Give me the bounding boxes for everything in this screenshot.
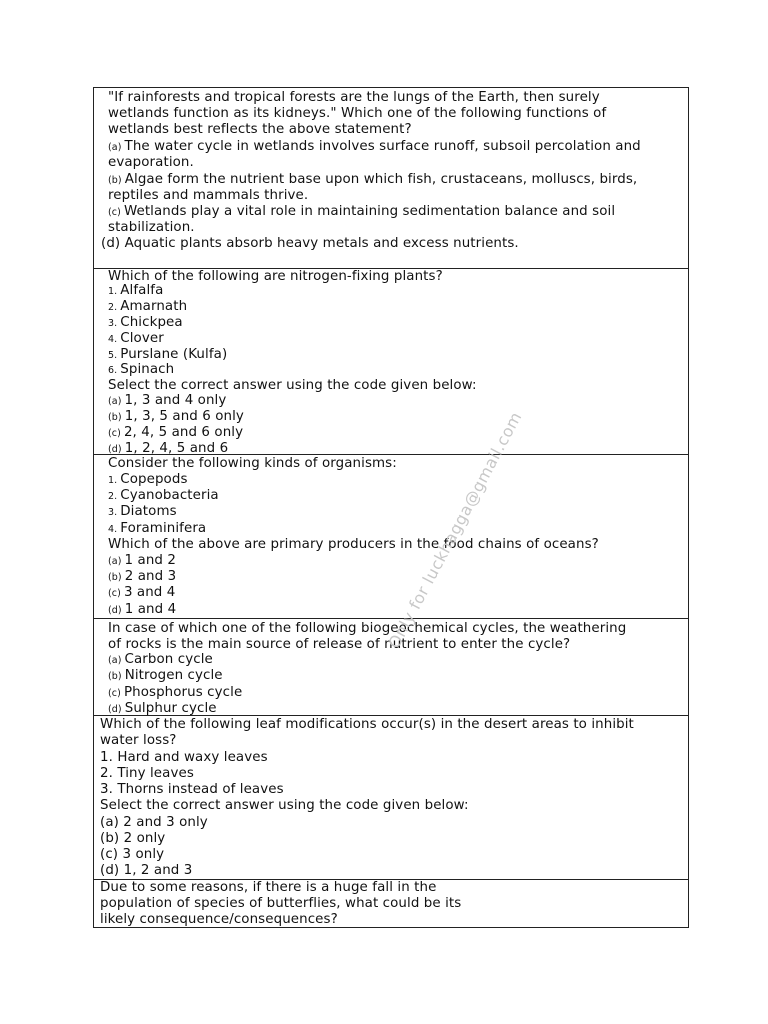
question-line	[108, 621, 626, 637]
option-text: Carbon cycle	[124, 652, 213, 667]
list-item	[108, 299, 187, 316]
list-item	[108, 521, 206, 538]
option-text: 1, 2, 4, 5 and 6	[124, 441, 229, 456]
option-marker: (c)	[108, 588, 121, 599]
option-line	[108, 425, 243, 442]
question-block-3	[94, 455, 688, 619]
option-marker: (a)	[108, 556, 122, 567]
option-line	[100, 831, 165, 847]
option-line	[100, 847, 164, 863]
option-line	[108, 409, 244, 426]
question-line	[108, 537, 599, 553]
question-line	[108, 378, 477, 394]
option-text: Wetlands play a vital role in maintaining sedimentation balance and soil	[123, 204, 616, 219]
option-line	[108, 569, 176, 586]
item-text: Clover	[120, 331, 164, 346]
item-text: Cyanobacteria	[120, 488, 219, 503]
line-text: Which of the above are primary producers in the food chains of oceans?	[108, 537, 599, 552]
list-item	[108, 362, 174, 379]
option-line	[101, 236, 519, 252]
item-text: 1. Hard and waxy leaves	[100, 750, 268, 765]
option-text: 3 and 4	[123, 585, 176, 600]
option-marker: (d)	[108, 704, 122, 715]
question-line	[100, 717, 634, 733]
option-line	[108, 602, 176, 619]
option-text: 2 and 3	[124, 569, 177, 584]
question-line	[100, 896, 461, 912]
question-block-5	[94, 716, 688, 880]
option-text: 2, 4, 5 and 6 only	[123, 425, 244, 440]
option-text: Nitrogen cycle	[124, 668, 223, 683]
option-text: 1, 3 and 4 only	[124, 393, 227, 408]
item-text: Amarnath	[120, 299, 188, 314]
list-item	[108, 315, 183, 332]
question-line	[108, 90, 600, 106]
option-text: The water cycle in wetlands involves surface runoff, subsoil percolation and	[124, 139, 641, 154]
list-item	[108, 283, 163, 300]
option-marker: (d)	[108, 444, 122, 455]
option-text: (a) 2 and 3 only	[100, 815, 208, 830]
option-marker: (a)	[108, 396, 122, 407]
option-marker: (b)	[108, 671, 122, 682]
option-line	[108, 652, 213, 669]
option-line	[100, 863, 192, 879]
item-marker: 1.	[108, 286, 118, 297]
option-text: (d) 1, 2 and 3	[100, 863, 193, 878]
line-text: wetlands function as its kidneys." Which one of the following functions of	[108, 106, 607, 121]
line-text: population of species of butterflies, what could be its	[100, 896, 462, 911]
question-line	[108, 106, 606, 122]
item-marker: 4.	[108, 524, 118, 535]
option-text: (b) 2 only	[100, 831, 166, 846]
line-text: Which of the following leaf modifications occur(s) in the desert areas to inhibit	[100, 717, 634, 732]
option-line	[100, 815, 208, 831]
question-block-1	[94, 88, 688, 269]
item-text: Spinach	[120, 362, 175, 377]
line-text: water loss?	[100, 733, 177, 748]
line-text: "If rainforests and tropical forests are the lungs of the Earth, then surely	[108, 90, 600, 105]
option-marker: (c)	[108, 207, 121, 218]
option-marker: (a)	[108, 142, 122, 153]
item-marker: 2.	[108, 491, 118, 502]
question-line	[100, 798, 469, 814]
list-item	[100, 750, 268, 766]
list-item	[108, 331, 164, 348]
option-line	[108, 220, 195, 236]
question-block-2	[94, 269, 688, 455]
option-line	[108, 139, 641, 156]
list-item	[108, 488, 219, 505]
item-text: Chickpea	[120, 315, 183, 330]
list-item	[100, 766, 194, 782]
option-text: 1 and 4	[124, 602, 177, 617]
line-text: of rocks is the main source of release of nutrient to enter the cycle?	[108, 637, 571, 652]
question-line	[100, 733, 176, 749]
line-text: Select the correct answer using the code given below:	[100, 798, 469, 813]
item-text: Diatoms	[120, 504, 177, 519]
item-marker: 1.	[108, 475, 118, 486]
question-line	[100, 880, 436, 896]
question-line	[100, 912, 338, 928]
option-text: (c) 3 only	[100, 847, 165, 862]
question-line	[108, 456, 397, 472]
option-line	[108, 172, 637, 189]
item-text: Purslane (Kulfa)	[120, 347, 228, 362]
line-text: likely consequence/consequences?	[100, 912, 338, 927]
option-line	[108, 585, 175, 602]
option-line	[108, 553, 176, 570]
option-text: (d) Aquatic plants absorb heavy metals and excess nutrients.	[101, 236, 519, 251]
option-text: 1, 3, 5 and 6 only	[124, 409, 244, 424]
option-marker: (c)	[108, 428, 121, 439]
option-line	[108, 685, 242, 702]
line-text: Due to some reasons, if there is a huge fall in the	[100, 880, 437, 895]
question-line	[108, 122, 412, 138]
option-marker: (c)	[108, 688, 121, 699]
list-item	[108, 472, 188, 489]
item-text: Copepods	[120, 472, 188, 487]
question-page	[93, 87, 689, 928]
option-text: stabilization.	[108, 220, 195, 235]
line-text: Which of the following are nitrogen-fixing plants?	[108, 269, 443, 284]
option-line	[108, 393, 226, 410]
list-item	[100, 782, 284, 798]
option-text: 1 and 2	[124, 553, 176, 568]
option-line	[108, 155, 194, 171]
option-text: Sulphur cycle	[124, 701, 217, 716]
option-marker: (a)	[108, 655, 122, 666]
line-text: wetlands best reflects the above statement?	[108, 122, 412, 137]
option-marker: (b)	[108, 175, 122, 186]
item-marker: 3.	[108, 318, 118, 329]
item-marker: 5.	[108, 350, 118, 361]
option-marker: (b)	[108, 572, 122, 583]
question-block-6	[94, 880, 688, 929]
option-line	[108, 204, 615, 221]
option-text: Algae form the nutrient base upon which fish, crustaceans, molluscs, birds,	[124, 172, 638, 187]
item-text: 3. Thorns instead of leaves	[100, 782, 284, 797]
item-marker: 6.	[108, 365, 118, 376]
question-line	[108, 637, 570, 653]
option-line	[108, 188, 308, 204]
item-marker: 3.	[108, 507, 118, 518]
option-text: evaporation.	[108, 155, 194, 170]
item-marker: 2.	[108, 302, 118, 313]
option-line	[108, 668, 223, 685]
option-text: Phosphorus cycle	[123, 685, 243, 700]
item-text: Alfalfa	[120, 283, 164, 298]
option-marker: (b)	[108, 412, 122, 423]
item-marker: 4.	[108, 334, 118, 345]
list-item	[108, 504, 177, 521]
option-marker: (d)	[108, 605, 122, 616]
option-text: reptiles and mammals thrive.	[108, 188, 309, 203]
item-text: 2. Tiny leaves	[100, 766, 194, 781]
item-text: Foraminifera	[120, 521, 207, 536]
line-text: Select the correct answer using the code given below:	[108, 378, 477, 393]
line-text: Consider the following kinds of organisms:	[108, 456, 397, 471]
watermark-text: Only for luckhagga@gmail.com	[384, 408, 526, 652]
line-text: In case of which one of the following biogeochemical cycles, the weathering	[108, 621, 627, 636]
